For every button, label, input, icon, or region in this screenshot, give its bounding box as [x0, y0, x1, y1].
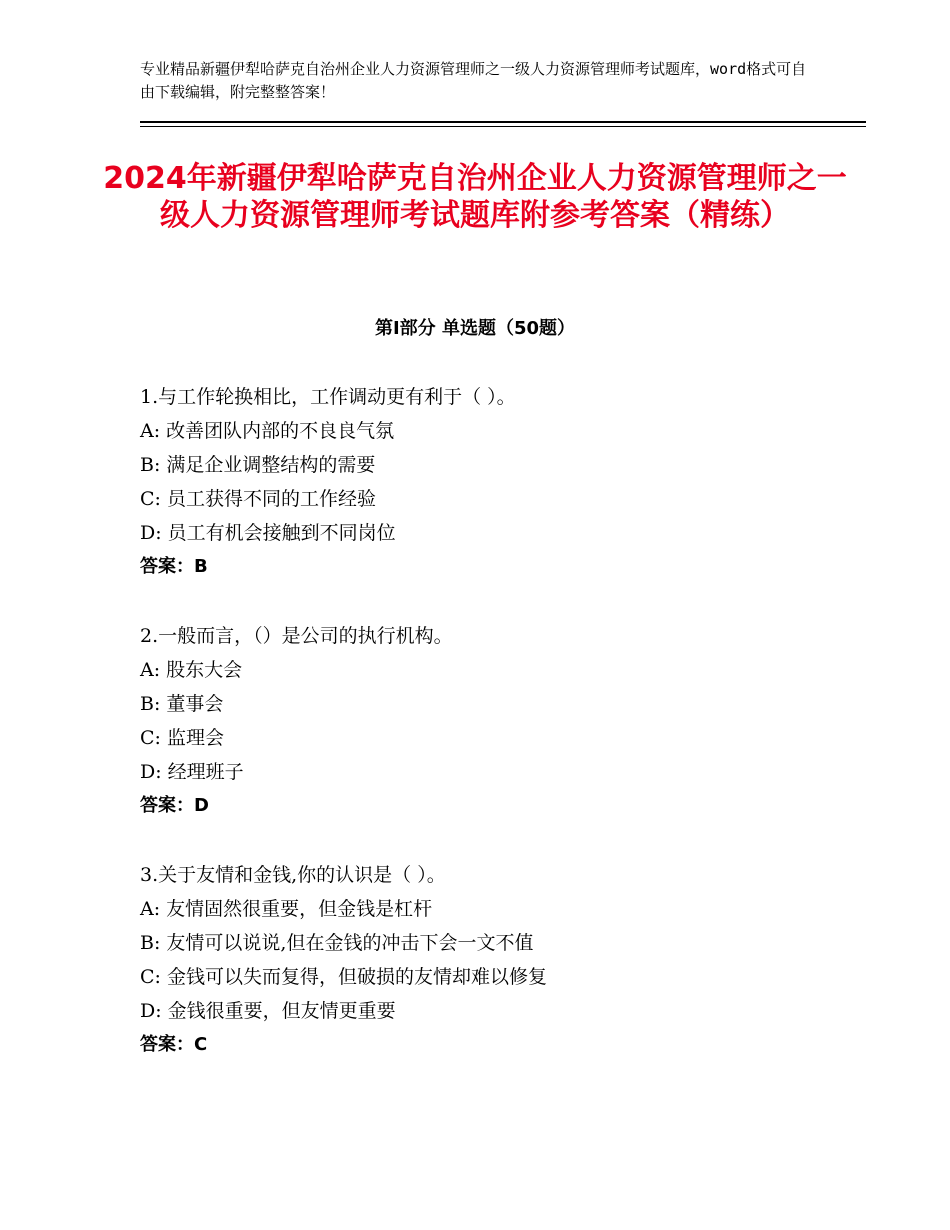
answer: 答案：C: [140, 1034, 208, 1055]
option-d: D: 员工有机会接触到不同岗位: [140, 522, 396, 544]
option-a: A: 改善团队内部的不良良气氛: [140, 420, 395, 442]
option-b: B: 友情可以说说,但在金钱的冲击下会一文不值: [140, 932, 534, 954]
option-b: B: 满足企业调整结构的需要: [140, 454, 376, 476]
option-d: D: 经理班子: [140, 761, 244, 783]
answer: 答案：D: [140, 795, 209, 816]
option-c: C: 金钱可以失而复得，但破损的友情却难以修复: [140, 966, 547, 988]
question-3: [140, 858, 860, 1062]
header-note: 专业精品新疆伊犁哈萨克自治州企业人力资源管理师之一级人力资源管理师考试题库，word格式可自由下载编辑，附完整整答案！: [140, 60, 807, 101]
question-stem: 2.一般而言，（）是公司的执行机构。: [140, 625, 453, 647]
option-b: B: 董事会: [140, 693, 224, 715]
option-d: D: 金钱很重要，但友情更重要: [140, 1000, 396, 1022]
question-stem: 3.关于友情和金钱,你的认识是（ ）。: [140, 864, 446, 886]
answer: 答案：B: [140, 556, 208, 577]
section-title: 第Ⅰ部分 单选题（50题）: [374, 318, 575, 339]
document-title: 2024年新疆伊犁哈萨克自治州企业人力资源管理师之一级人力资源管理师考试题库附参考答案（精练）: [103, 161, 847, 233]
header-rule-thin: [140, 126, 866, 127]
question-2: [140, 619, 860, 823]
question-stem: 1.与工作轮换相比，工作调动更有利于（ ）。: [140, 386, 516, 408]
option-a: A: 友情固然很重要，但金钱是杠杆: [140, 898, 433, 920]
option-a: A: 股东大会: [140, 659, 243, 681]
option-c: C: 员工获得不同的工作经验: [140, 488, 376, 510]
header-rule-thick: [140, 121, 866, 123]
option-c: C: 监理会: [140, 727, 224, 749]
question-1: [140, 380, 860, 584]
